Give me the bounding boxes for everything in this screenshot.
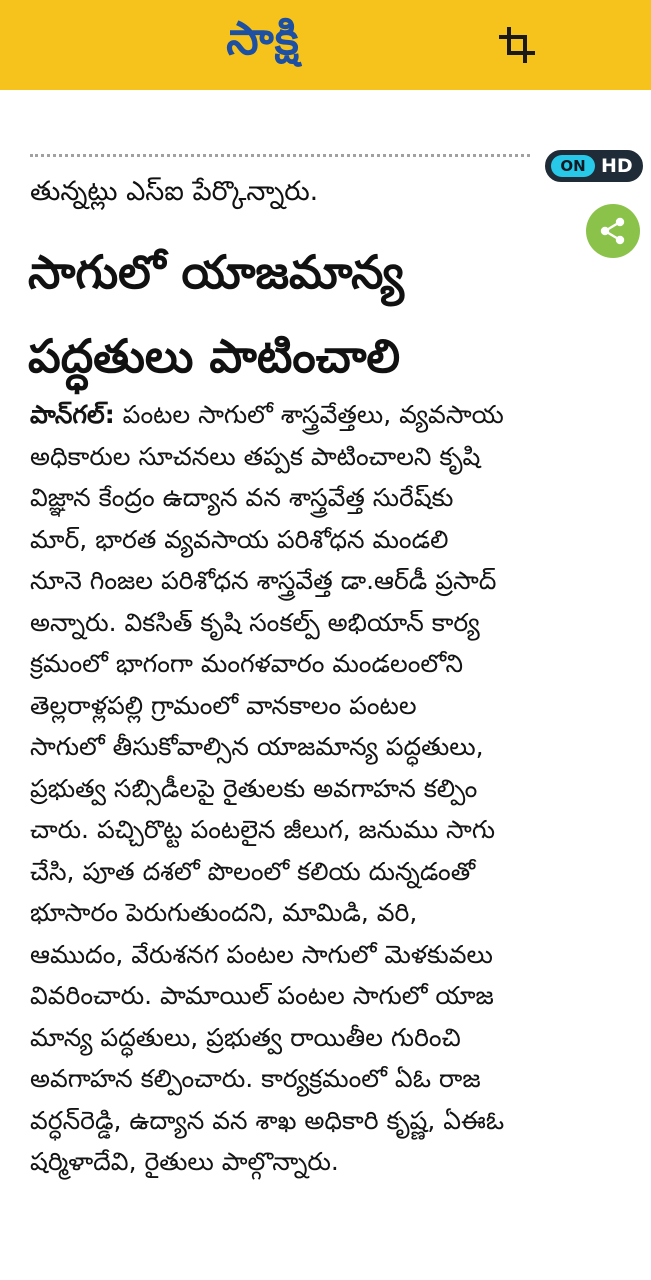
headline-line: సాగులో యాజమాన్య [28,245,404,299]
hd-toggle[interactable] [545,150,643,182]
app-header [0,0,651,90]
body-line: అధికారుల సూచనలు తప్పక పాటించాలని కృషి [30,441,481,471]
sakshi-logo[interactable]: సాక్షి [226,11,300,65]
clipped-previous-line [30,154,530,165]
body-line: చారు. పచ్చిరొట్ట పంటలైన జీలుగ, జనుము సాగు [30,815,496,844]
body-line: చేసి, పూత దశలో పొలంలో కలియ దున్నడంతో [30,856,476,886]
hd-label: HD [601,155,633,177]
body-line: అన్నారు. వికసిత్ కృషి సంకల్ప్ అభియాన్ కార్య [30,607,480,637]
article-headline [28,230,628,398]
headline-line: పద్ధతులు పాటించాలి [28,329,401,383]
body-line: సాగులో తీసుకోవాల్సిన యాజమాన్య పద్ధతులు, [30,732,484,761]
body-line: భూసారం పెరుగుతుందని, మామిడి, వరి, [30,898,418,927]
hd-on-label: ON [551,155,595,177]
body-line: ఆముదం, వేరుశనగ పంటల సాగులో మెళకువలు [30,939,493,969]
body-line: మార్, భారత వ్యవసాయ పరిశోధన మండలి [30,524,449,554]
article-clipping [0,90,651,1280]
body-line: క్రమంలో భాగంగా మంగళవారం మండలంలోని [30,649,464,678]
crop-icon [497,25,537,65]
body-line: నూనె గింజల పరిశోధన శాస్త్రవేత్త డా.ఆర్‌డీ ప్రసాద్ [30,566,497,595]
body-line: షర్మిళాదేవి, రైతులు పాల్గొన్నారు. [30,1147,339,1176]
body-line: వర్ధన్‌రెడ్డి, ఉద్యాన వన శాఖ అధికారి కృష్ణ, ఏఈఓ [30,1105,505,1135]
body-line [30,394,610,436]
body-line: విజ్ఞాన కేంద్రం ఉద్యాన వన శాస్త్రవేత్త సురేష్‌కు [30,483,454,512]
dateline: పాన్‌గల్: [30,400,115,429]
article-body [30,394,610,1183]
body-line: వివరించారు. పామాయిల్ పంటల సాగులో యాజ [30,981,494,1010]
crop-button[interactable] [490,18,544,72]
body-line: తెల్లరాళ్లపల్లి గ్రామంలో వానకాలం పంటల [30,690,417,720]
body-text: పంటల సాగులో శాస్త్రవేత్తలు, వ్యవసాయ [114,400,504,429]
body-line: మాన్య పద్ధతులు, ప్రభుత్వ రాయితీల గురించి [30,1022,461,1052]
body-line: అవగాహన కల్పించారు. కార్యక్రమంలో ఏఓ రాజ [30,1064,481,1093]
previous-article-tail: తున్నట్లు ఎస్ఐ పేర్కొన్నారు. [30,176,319,207]
body-line: ప్రభుత్వ సబ్సిడీలపై రైతులకు అవగాహన కల్పిం [30,773,478,803]
